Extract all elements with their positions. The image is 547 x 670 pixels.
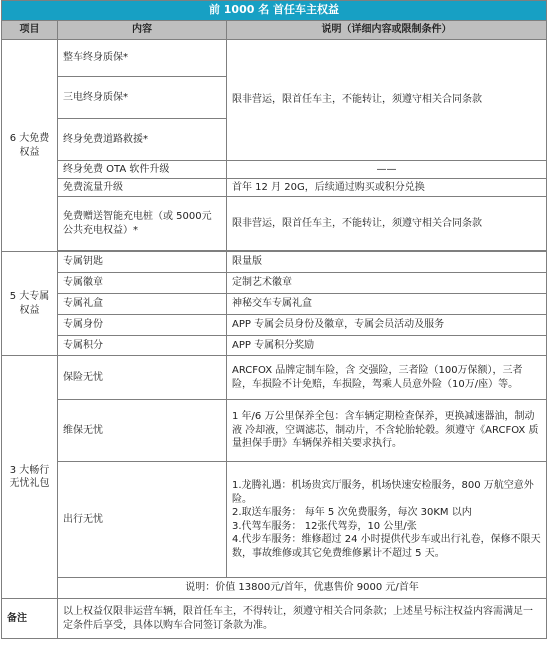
travel-line: 3.代驾车服务： 12张代驾券，10 公里/张 [232, 520, 417, 532]
table-title: 前 1000 名 首任车主权益 [2, 1, 547, 21]
item-insurance: 保险无忧 [58, 356, 227, 400]
remark-text: 以上权益仅限非运营车辆，限首任车主，不得转让，须遵守相关合同条款；上述星号标注权益内容需满足一定条件后享受，具体以购车合同签订条款为准。 [58, 599, 547, 639]
travel-line: 1.龙腾礼遇：机场贵宾厅服务，机场快速安检服务，800 万航空意外险。 [232, 480, 534, 505]
item-charger: 免费赠送智能充电桩（或 5000元公共充电权益）* [58, 197, 227, 251]
item-travel: 出行无忧 [58, 462, 227, 578]
desc-insurance: ARCFOX 品牌定制车险，含 交强险，三者险（100万保额），三者险，车损险不计免赔，车损险，驾乘人员意外险（10万/座）等。 [227, 356, 547, 400]
desc-identity: APP 专属会员身份及徽章，专属会员活动及服务 [227, 315, 547, 336]
desc-data-upgrade: 首年 12 月 20G，后续通过购买或积分兑换 [227, 179, 547, 197]
category-exclusive-benefits: 5 大专属权益 [2, 252, 58, 356]
desc-key: 限量版 [227, 252, 547, 273]
desc-points: APP 专属积分奖励 [227, 336, 547, 356]
benefits-table [1, 0, 547, 639]
item-maintenance: 维保无忧 [58, 400, 227, 462]
item-points: 专属积分 [58, 336, 227, 356]
item-ota-upgrade: 终身免费 OTA 软件升级 [58, 161, 227, 179]
item-road-rescue: 终身免费道路救援* [58, 119, 227, 161]
desc-warranty: 限非营运，限首任车主，不能转让，须遵守相关合同条款 [227, 40, 547, 161]
desc-gift-box: 神秘交车专属礼盒 [227, 294, 547, 315]
header-description: 说明（详细内容或限制条件） [227, 21, 547, 40]
desc-ota: —— [227, 161, 547, 179]
item-badge: 专属徽章 [58, 273, 227, 294]
desc-maintenance: 1 年/6 万公里保养全包：含车辆定期检查保养，更换减速器油，制动液 冷却液，空调滤芯，制动片，不含轮胎轮毂。须遵守《ARCFOX 质量担保手册》车辆保养相关要求执行。 [227, 400, 547, 462]
header-content: 内容 [58, 21, 227, 40]
category-free-benefits: 6 大免费权益 [2, 40, 58, 252]
item-key: 专属钥匙 [58, 252, 227, 273]
item-identity: 专属身份 [58, 315, 227, 336]
price-note: 说明：价值 13800元/首年，优惠售价 9000 元/首年 [58, 578, 547, 599]
desc-charger: 限非营运，限首任车主，不能转让，须遵守相关合同条款 [227, 197, 547, 251]
header-row [2, 21, 547, 40]
travel-line: 2.取送车服务： 每年 5 次免费服务，每次 30KM 以内 [232, 507, 472, 518]
travel-line: 4.代步车服务：维修超过 24 小时提供代步车或出行礼卷，保修不限天数，事故维修或其它免费维修累计不超过 5 天。 [232, 534, 541, 559]
item-vehicle-warranty: 整车终身质保* [58, 40, 227, 77]
remark-label: 备注 [2, 599, 58, 639]
header-item: 项目 [2, 21, 58, 40]
category-worry-free-package: 3 大畅行无忧礼包 [2, 356, 58, 599]
item-battery-warranty: 三电终身质保* [58, 77, 227, 119]
item-data-upgrade: 免费流量升级 [58, 179, 227, 197]
desc-travel [227, 462, 547, 578]
desc-badge: 定制艺术徽章 [227, 273, 547, 294]
item-gift-box: 专属礼盒 [58, 294, 227, 315]
